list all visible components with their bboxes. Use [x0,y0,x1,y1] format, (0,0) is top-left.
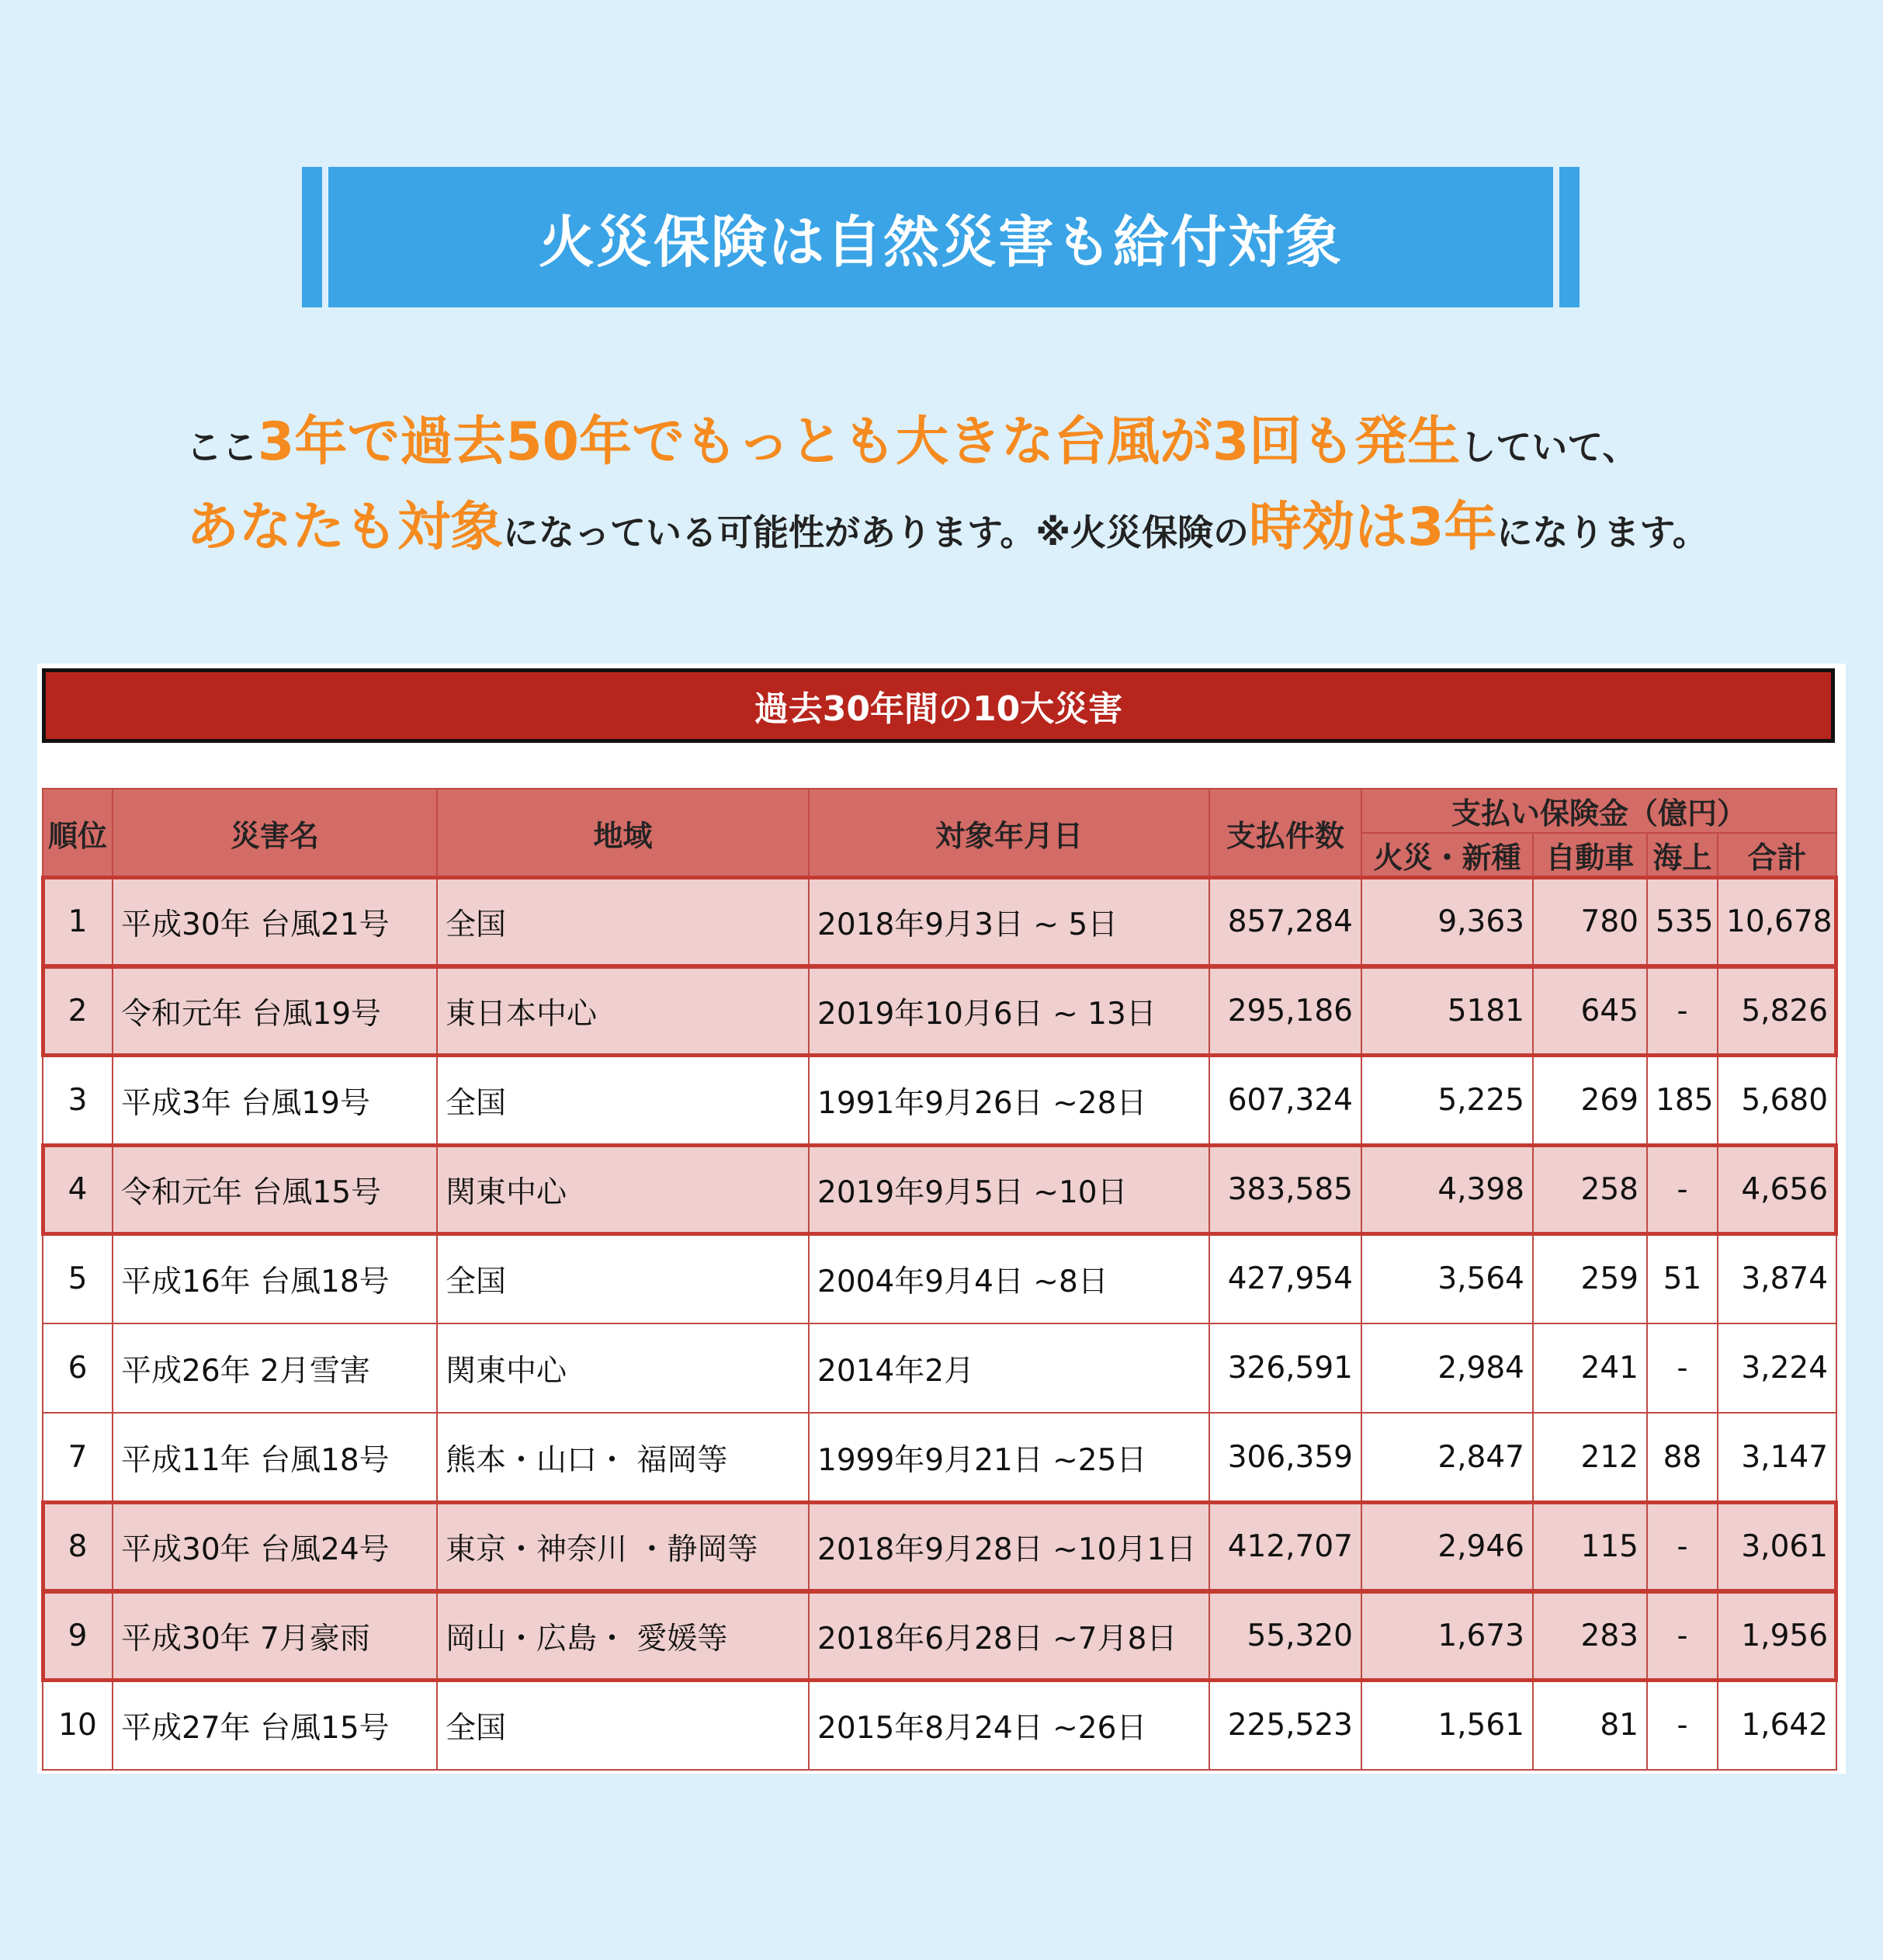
cell-marine-payout: - [1647,1591,1718,1681]
cell-claim-count: 607,324 [1209,1056,1361,1145]
cell-total-payout: 1,642 [1718,1681,1836,1770]
cell-claim-count: 427,954 [1209,1234,1361,1323]
lead-text: ここ [186,426,258,468]
cell-region: 東日本中心 [437,966,809,1056]
lead-text: していて、 [1460,426,1639,468]
cell-claim-count: 412,707 [1209,1502,1361,1591]
cell-total-payout: 3,147 [1718,1413,1836,1502]
header-count: 支払件数 [1209,789,1361,877]
cell-fire-payout: 9,363 [1361,877,1533,966]
cell-date: 1999年9月21日 ~25日 [809,1413,1209,1502]
lead-line-1 [186,400,1777,475]
cell-disaster-name: 平成26年 2月雪害 [113,1323,437,1413]
table-row [43,1413,1836,1502]
table-row [43,877,1836,966]
cell-fire-payout: 3,564 [1361,1234,1533,1323]
cell-auto-payout: 780 [1533,877,1647,966]
disaster-table [42,788,1837,1771]
cell-auto-payout: 212 [1533,1413,1647,1502]
header-region: 地域 [437,789,809,877]
cell-disaster-name: 平成30年 台風21号 [113,877,437,966]
lead-text: になります。 [1496,512,1708,553]
lead-text: になっている可能性があります。※火災保険の [503,512,1250,553]
cell-marine-payout: - [1647,1145,1718,1234]
cell-rank: 7 [43,1413,113,1502]
header-rank: 順位 [43,789,113,877]
header-fire: 火災・新種 [1361,833,1533,877]
cell-claim-count: 295,186 [1209,966,1361,1056]
cell-total-payout: 4,656 [1718,1145,1836,1234]
cell-region: 東京・神奈川 ・静岡等 [437,1502,809,1591]
cell-date: 2015年8月24日 ~26日 [809,1681,1209,1770]
cell-claim-count: 225,523 [1209,1681,1361,1770]
cell-fire-payout: 5181 [1361,966,1533,1056]
cell-disaster-name: 平成3年 台風19号 [113,1056,437,1145]
table-row [43,1234,1836,1323]
cell-date: 2018年9月28日 ~10月1日 [809,1502,1209,1591]
cell-claim-count: 55,320 [1209,1591,1361,1681]
cell-rank: 2 [43,966,113,1056]
cell-disaster-name: 平成30年 台風24号 [113,1502,437,1591]
cell-region: 岡山・広島・ 愛媛等 [437,1591,809,1681]
table-row [43,1323,1836,1413]
cell-marine-payout: 51 [1647,1234,1718,1323]
header-date: 対象年月日 [809,789,1209,877]
cell-disaster-name: 平成30年 7月豪雨 [113,1591,437,1681]
table-row [43,1145,1836,1234]
table-row [43,1681,1836,1770]
disaster-table-card [37,664,1846,1774]
cell-total-payout: 5,826 [1718,966,1836,1056]
cell-total-payout: 3,224 [1718,1323,1836,1413]
header-payout-group: 支払い保険金（億円） [1361,789,1836,833]
cell-claim-count: 857,284 [1209,877,1361,966]
table-caption: 過去30年間の10大災害 [42,668,1835,743]
cell-fire-payout: 1,673 [1361,1591,1533,1681]
cell-claim-count: 306,359 [1209,1413,1361,1502]
header-name: 災害名 [113,789,437,877]
cell-rank: 5 [43,1234,113,1323]
cell-disaster-name: 平成27年 台風15号 [113,1681,437,1770]
lead-emphasis: 時効は3年 [1249,497,1497,558]
cell-region: 関東中心 [437,1145,809,1234]
cell-rank: 9 [43,1591,113,1681]
cell-auto-payout: 283 [1533,1591,1647,1681]
cell-total-payout: 1,956 [1718,1591,1836,1681]
cell-auto-payout: 269 [1533,1056,1647,1145]
cell-region: 全国 [437,1056,809,1145]
header-marine: 海上 [1647,833,1718,877]
cell-auto-payout: 241 [1533,1323,1647,1413]
cell-fire-payout: 2,946 [1361,1502,1533,1591]
cell-claim-count: 383,585 [1209,1145,1361,1234]
page-title: 火災保険は自然災害も給付対象 [538,209,1343,275]
cell-disaster-name: 平成16年 台風18号 [113,1234,437,1323]
cell-date: 2004年9月4日 ~8日 [809,1234,1209,1323]
cell-region: 全国 [437,877,809,966]
lead-emphasis: 3年で過去50年でもっとも大きな台風が3回も発生 [258,411,1461,473]
cell-date: 2018年9月3日 ~ 5日 [809,877,1209,966]
cell-disaster-name: 令和元年 台風19号 [113,966,437,1056]
cell-fire-payout: 5,225 [1361,1056,1533,1145]
cell-total-payout: 3,874 [1718,1234,1836,1323]
cell-region: 熊本・山口・ 福岡等 [437,1413,809,1502]
cell-marine-payout: 185 [1647,1056,1718,1145]
cell-rank: 4 [43,1145,113,1234]
cell-date: 1991年9月26日 ~28日 [809,1056,1209,1145]
cell-marine-payout: - [1647,1323,1718,1413]
cell-fire-payout: 1,561 [1361,1681,1533,1770]
cell-claim-count: 326,591 [1209,1323,1361,1413]
table-row [43,1502,1836,1591]
cell-region: 全国 [437,1681,809,1770]
cell-rank: 3 [43,1056,113,1145]
table-body [43,877,1836,1770]
cell-region: 全国 [437,1234,809,1323]
cell-rank: 6 [43,1323,113,1413]
cell-marine-payout: 535 [1647,877,1718,966]
cell-auto-payout: 259 [1533,1234,1647,1323]
cell-disaster-name: 令和元年 台風15号 [113,1145,437,1234]
table-row [43,1056,1836,1145]
cell-total-payout: 3,061 [1718,1502,1836,1591]
cell-date: 2019年9月5日 ~10日 [809,1145,1209,1234]
cell-fire-payout: 2,984 [1361,1323,1533,1413]
cell-total-payout: 10,678 [1718,877,1836,966]
title-banner [302,167,1580,307]
lead-emphasis: あなたも対象 [186,497,504,558]
table-row [43,966,1836,1056]
cell-date: 2014年2月 [809,1323,1209,1413]
cell-total-payout: 5,680 [1718,1056,1836,1145]
cell-marine-payout: - [1647,966,1718,1056]
cell-disaster-name: 平成11年 台風18号 [113,1413,437,1502]
cell-marine-payout: - [1647,1681,1718,1770]
cell-marine-payout: - [1647,1502,1718,1591]
cell-rank: 8 [43,1502,113,1591]
cell-marine-payout: 88 [1647,1413,1718,1502]
cell-rank: 10 [43,1681,113,1770]
header-total: 合計 [1718,833,1836,877]
table-row [43,1591,1836,1681]
lead-line-2 [186,485,1777,560]
cell-auto-payout: 645 [1533,966,1647,1056]
cell-region: 関東中心 [437,1323,809,1413]
cell-date: 2018年6月28日 ~7月8日 [809,1591,1209,1681]
cell-fire-payout: 4,398 [1361,1145,1533,1234]
cell-rank: 1 [43,877,113,966]
header-auto: 自動車 [1533,833,1647,877]
cell-date: 2019年10月6日 ~ 13日 [809,966,1209,1056]
cell-auto-payout: 115 [1533,1502,1647,1591]
cell-fire-payout: 2,847 [1361,1413,1533,1502]
cell-auto-payout: 81 [1533,1681,1647,1770]
cell-auto-payout: 258 [1533,1145,1647,1234]
